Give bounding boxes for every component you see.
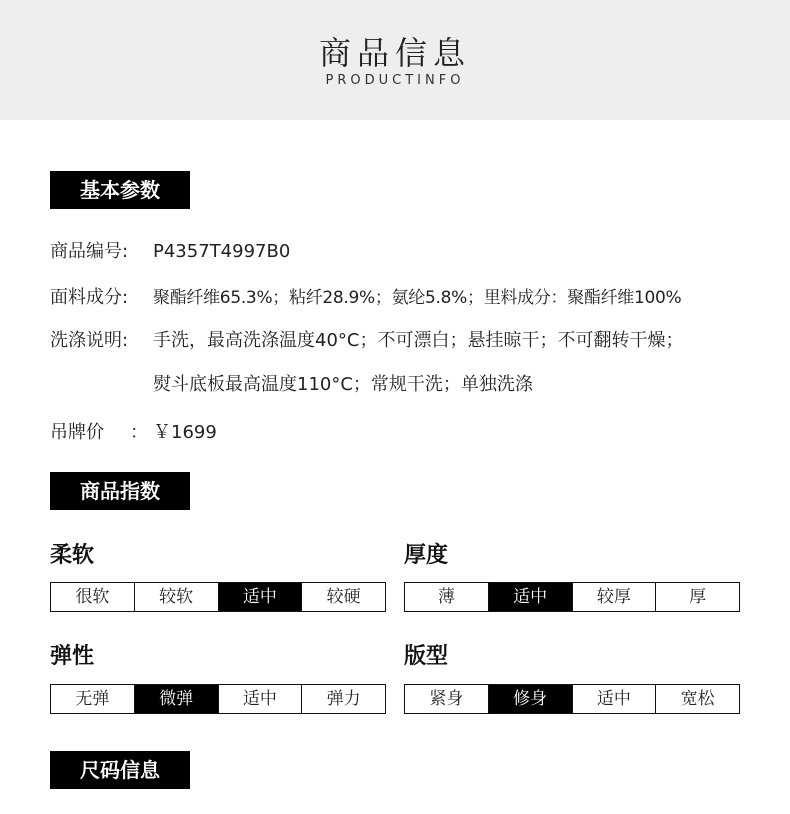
param-label-price: 吊牌价 bbox=[50, 422, 104, 443]
param-value-price: ￥1699 bbox=[153, 422, 217, 443]
product-info-header bbox=[0, 0, 790, 120]
param-label-wash: 洗涤说明: bbox=[50, 330, 129, 351]
param-value-fabric: 聚酯纤维65.3%；粘纤28.9%；氨纶5.8%；里料成分：聚酯纤维100% bbox=[153, 288, 682, 308]
scale-option: 薄 bbox=[405, 583, 489, 611]
scale-thickness bbox=[404, 582, 740, 612]
param-label-code: 商品编号: bbox=[50, 241, 129, 262]
scale-elasticity bbox=[50, 684, 386, 714]
scale-softness bbox=[50, 582, 386, 612]
section-title-size: 尺码信息 bbox=[50, 751, 190, 789]
scale-option: 弹力 bbox=[326, 689, 361, 709]
scale-option: 较硬 bbox=[326, 587, 361, 607]
index-title-softness: 柔软 bbox=[50, 543, 95, 568]
param-row-fabric bbox=[50, 283, 681, 309]
index-title-elasticity: 弹性 bbox=[50, 644, 95, 669]
param-price-separator: ： bbox=[130, 422, 148, 443]
scale-option: 紧身 bbox=[405, 685, 489, 713]
scale-option: 较软 bbox=[135, 583, 219, 611]
param-row-wash-cont bbox=[153, 370, 533, 396]
param-value-code: P4357T4997B0 bbox=[153, 241, 291, 262]
scale-option: 宽松 bbox=[680, 689, 715, 709]
section-title-basic: 基本参数 bbox=[50, 171, 190, 209]
scale-option: 较厚 bbox=[573, 583, 657, 611]
scale-option: 很软 bbox=[51, 583, 135, 611]
header-title: 商品信息 bbox=[318, 34, 471, 72]
scale-fit bbox=[404, 684, 740, 714]
param-row-price bbox=[50, 418, 217, 444]
scale-option-selected: 适中 bbox=[219, 583, 303, 611]
index-title-fit: 版型 bbox=[404, 644, 449, 669]
scale-option: 无弹 bbox=[51, 685, 135, 713]
param-value-wash-line2: 熨斗底板最高温度110°C；常规干洗；单独洗涤 bbox=[153, 374, 533, 395]
header-subtitle: PRODUCTINFO bbox=[325, 73, 465, 88]
scale-option: 适中 bbox=[573, 685, 657, 713]
scale-option: 适中 bbox=[219, 685, 303, 713]
scale-option: 厚 bbox=[689, 587, 707, 607]
scale-option-selected: 微弹 bbox=[135, 685, 219, 713]
index-title-thickness: 厚度 bbox=[404, 543, 449, 568]
param-row-wash bbox=[50, 326, 683, 352]
param-label-fabric: 面料成分: bbox=[50, 287, 129, 308]
scale-option-selected: 修身 bbox=[489, 685, 573, 713]
param-row-code bbox=[50, 237, 290, 263]
scale-option-selected: 适中 bbox=[489, 583, 573, 611]
section-title-index: 商品指数 bbox=[50, 472, 190, 510]
param-value-wash-line1: 手洗，最高洗涤温度40°C；不可漂白；悬挂晾干；不可翻转干燥； bbox=[153, 330, 684, 351]
